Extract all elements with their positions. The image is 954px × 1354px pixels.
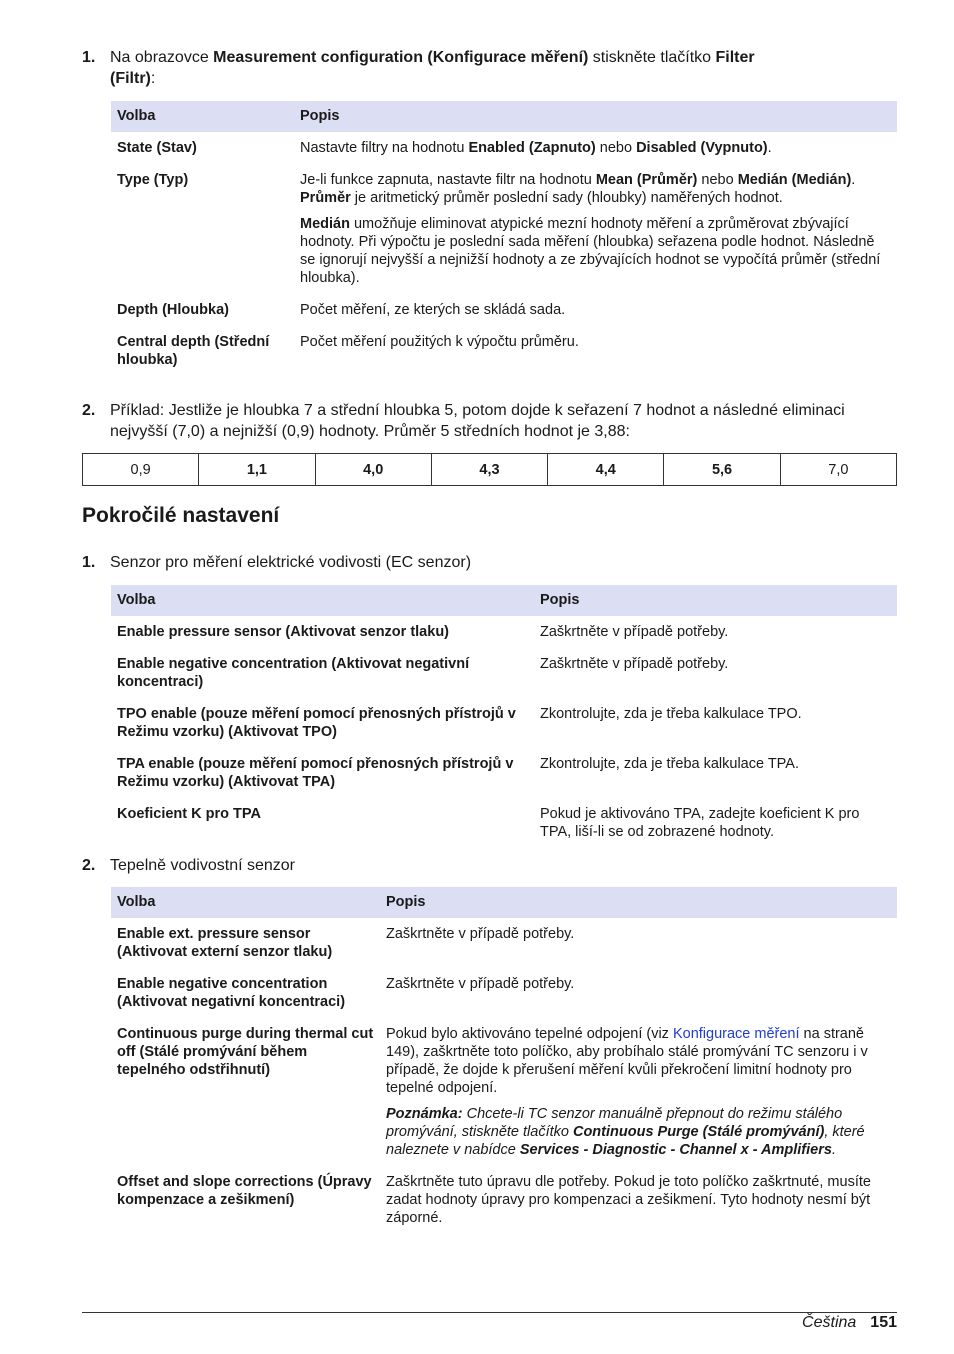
advanced-step-1 [82, 552, 897, 573]
table-row [111, 132, 897, 164]
filter-options-table [111, 101, 897, 376]
option-name: Enable pressure sensor (Aktivovat senzor tlaku) [117, 624, 449, 640]
option-description: Je-li funkce zapnuta, nastavte filtr na hodnotu Mean (Průměr) nebo Medián (Medián). Průměr je aritmetický průměr poslední sady (hloubky) naměřených hodnot. Medián umožňuje eliminovat atypické mezní hodnoty měření a zprůměrovat zbývající hodnoty. Při výpočtu je poslední sada měření (hloubka) seřazena podle hodnot. Následně se ignorují nejvyšší a nejnižší hodnoty a ze zbývajících hodnot se vypočítá průměr (střední hloubka). [300, 172, 881, 286]
step-text: Tepelně vodivostní senzor [110, 857, 295, 874]
step-number: 2. [82, 402, 96, 419]
column-header: Volba [111, 101, 294, 132]
option-name: Continuous purge during thermal cut off (Stálé promývání během tepelného odstřihnutí) [117, 1026, 374, 1078]
table-row [111, 294, 897, 326]
value-cell: 1,1 [199, 454, 315, 486]
table-row [111, 968, 897, 1018]
table-row [111, 918, 897, 968]
option-name: TPA enable (pouze měření pomocí přenosných přístrojů v Režimu vzorku) (Aktivovat TPA) [117, 756, 514, 790]
option-description: Zkontrolujte, zda je třeba kalkulace TPA. [540, 756, 799, 772]
step-text: Příklad: Jestliže je hloubka 7 a střední hloubka 5, potom dojde k seřazení 7 hodnot a následné eliminaci nejvyšší (7,0) a nejnižší (0,9) hodnoty. Průměr 5 středních hodnot je 3,88: [110, 402, 845, 440]
note: Poznámka: Chcete-li TC senzor manuálně přepnout do režimu stálého promývání, stiskněte tlačítko Continuous Purge (Stálé promývání), které naleznete v nabídce Services - Diagnostic - Channel x - Amplifiers. [386, 1106, 865, 1158]
value-cell: 0,9 [83, 454, 199, 486]
table-row [111, 798, 897, 848]
step-number: 1. [82, 49, 96, 66]
table-row [111, 748, 897, 798]
option-description: Počet měření použitých k výpočtu průměru. [300, 334, 579, 350]
value-cell: 5,6 [664, 454, 780, 486]
option-name: Offset and slope corrections (Úpravy kompenzace a zešikmení) [117, 1174, 372, 1208]
table-row [111, 164, 897, 294]
value-cell: 4,4 [548, 454, 664, 486]
step-2 [82, 400, 897, 442]
column-header: Popis [534, 585, 897, 616]
option-description: Nastavte filtry na hodnotu Enabled (Zapnuto) nebo Disabled (Vypnuto). [300, 140, 772, 156]
option-name: Enable negative concentration (Aktivovat negativní koncentraci) [117, 976, 346, 1010]
table-row [111, 616, 897, 648]
step-text: Na obrazovce Measurement configuration (Konfigurace měření) stiskněte tlačítko Filter (Filtr): [110, 49, 755, 87]
column-header: Popis [380, 887, 897, 918]
cross-reference-link[interactable]: Konfigurace měření [672, 1026, 800, 1042]
advanced-step-2 [82, 855, 897, 876]
value-cell: 4,0 [315, 454, 431, 486]
step-number: 2. [82, 857, 96, 874]
option-name: Enable ext. pressure sensor (Aktivovat externí senzor tlaku) [117, 926, 333, 960]
option-description: Pokud je aktivováno TPA, zadejte koeficient K pro TPA, liší-li se od zobrazené hodnoty. [540, 806, 860, 840]
ec-sensor-options-table [111, 585, 897, 848]
step-1 [82, 47, 897, 89]
option-description: Zaškrtněte tuto úpravu dle potřeby. Pokud je toto políčko zaškrtnuté, musíte zadat hodnoty úpravy pro kompenzaci a zešikmení. Tyto hodnoty nesmí být záporné. [386, 1174, 871, 1226]
option-description: Zaškrtněte v případě potřeby. [540, 624, 729, 640]
table-row [111, 648, 897, 698]
section-heading: Pokročilé nastavení [82, 504, 280, 527]
sorted-values-table [82, 453, 897, 486]
option-description: Zaškrtněte v případě potřeby. [386, 976, 575, 992]
option-name: Type (Typ) [117, 172, 189, 188]
option-description: Pokud bylo aktivováno tepelné odpojení (viz Konfigurace měření na straně 149), zaškrtněte toto políčko, aby probíhalo stálé promývání TC senzoru i v případě, že dojde k přerušení měření kvůli překročení limitní hodnoty pro tepelné odpojení. Poznámka: Chcete-li TC senzor manuálně přepnout do režimu stálého promývání, stiskněte tlačítko Continuous Purge (Stálé promývání), které naleznete v nabídce Services - Diagnostic - Channel x - Amplifiers. [380, 1018, 897, 1166]
footer-divider [82, 1312, 897, 1313]
option-description: Počet měření, ze kterých se skládá sada. [300, 302, 566, 318]
option-name: TPO enable (pouze měření pomocí přenosných přístrojů v Režimu vzorku) (Aktivovat TPO) [117, 706, 516, 740]
page-number: 151 [870, 1314, 897, 1331]
column-header: Volba [111, 585, 534, 616]
table-header-row [111, 585, 897, 616]
column-header: Volba [111, 887, 380, 918]
option-name: Depth (Hloubka) [117, 302, 229, 318]
option-name: State (Stav) [117, 140, 197, 156]
option-description: Zaškrtněte v případě potřeby. [540, 656, 729, 672]
tc-sensor-options-table [111, 887, 897, 1234]
column-header: Popis [294, 101, 897, 132]
table-row [111, 326, 897, 376]
step-number: 1. [82, 554, 96, 571]
option-name: Enable negative concentration (Aktivovat negativní koncentraci) [117, 656, 470, 690]
value-cell: 7,0 [780, 454, 896, 486]
option-description: Zkontrolujte, zda je třeba kalkulace TPO. [540, 706, 802, 722]
table-row [111, 1018, 897, 1166]
table-row [111, 698, 897, 748]
page-footer [802, 1312, 897, 1333]
step-text: Senzor pro měření elektrické vodivosti (EC senzor) [110, 554, 472, 571]
value-cell: 4,3 [431, 454, 547, 486]
table-header-row [111, 101, 897, 132]
option-name: Koeficient K pro TPA [117, 806, 261, 822]
table-header-row [111, 887, 897, 918]
option-description: Zaškrtněte v případě potřeby. [386, 926, 575, 942]
table-row [111, 1166, 897, 1234]
table-row [83, 454, 897, 486]
footer-language: Čeština [802, 1314, 857, 1331]
option-name: Central depth (Střední hloubka) [117, 334, 270, 368]
